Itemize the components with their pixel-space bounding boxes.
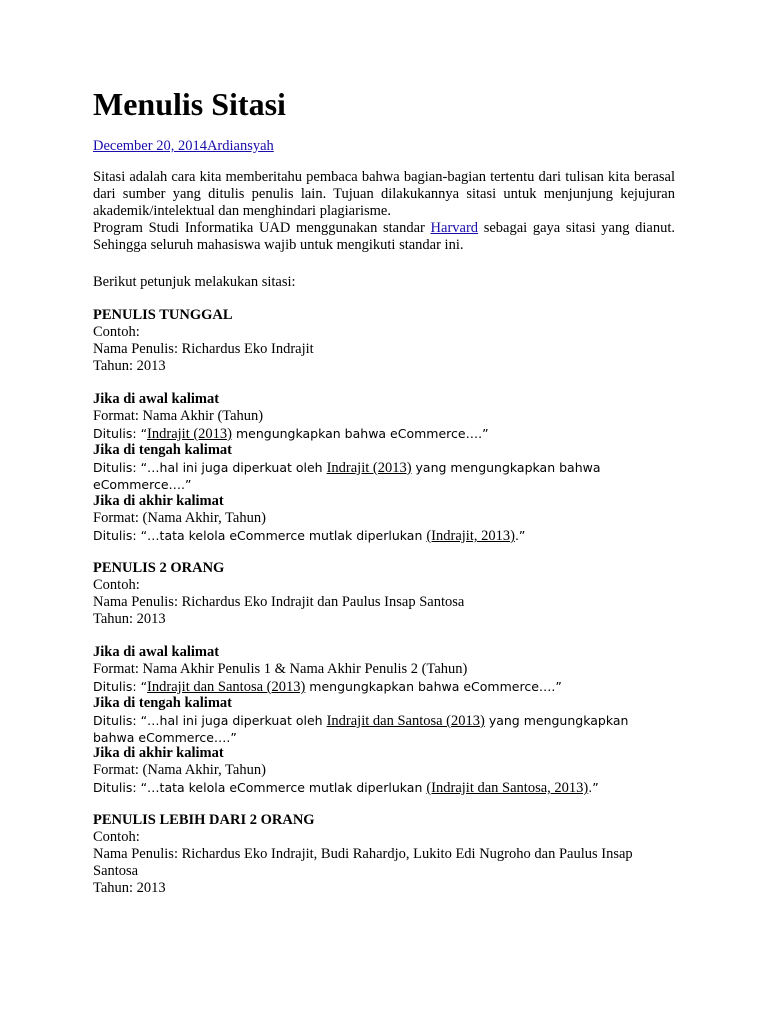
example-label: Contoh: xyxy=(93,324,140,340)
awal-heading: Jika di awal kalimat xyxy=(93,391,220,407)
awal-heading: Jika di awal kalimat xyxy=(93,644,220,660)
author-line-continued: Santosa xyxy=(93,863,139,879)
citation: Indrajit (2013) xyxy=(147,426,233,442)
citation: (Indrajit, 2013) xyxy=(426,528,515,544)
tengah-written-line2: eCommerce….” xyxy=(93,477,192,492)
akhir-heading: Jika di akhir kalimat xyxy=(93,745,224,761)
section-heading-2-orang: PENULIS 2 ORANG xyxy=(93,560,225,576)
intro-paragraph xyxy=(93,169,675,254)
awal-written: Ditulis: “Indrajit (2013) mengungkapkan bahwa eCommerce….” xyxy=(93,426,489,442)
tengah-written: Ditulis: “…hal ini juga diperkuat oleh Indrajit dan Santosa (2013) yang mengungkapkan xyxy=(93,713,629,729)
section-heading-lebih-2-orang: PENULIS LEBIH DARI 2 ORANG xyxy=(93,812,315,828)
citation: Indrajit (2013) xyxy=(326,460,412,476)
awal-written: Ditulis: “Indrajit dan Santosa (2013) mengungkapkan bahwa eCommerce….” xyxy=(93,679,562,695)
page-title: Menulis Sitasi xyxy=(93,86,286,122)
author-line: Nama Penulis: Richardus Eko Indrajit, Budi Rahardjo, Lukito Edi Nugroho dan Paulus Insap xyxy=(93,846,633,862)
akhir-heading: Jika di akhir kalimat xyxy=(93,493,224,509)
author-line: Nama Penulis: Richardus Eko Indrajit dan Paulus Insap Santosa xyxy=(93,594,465,610)
year-line: Tahun: 2013 xyxy=(93,358,166,374)
guide-intro: Berikut petunjuk melakukan sitasi: xyxy=(93,274,296,290)
year-line: Tahun: 2013 xyxy=(93,611,166,627)
intro-part2-line xyxy=(93,220,675,254)
citation: Indrajit dan Santosa (2013) xyxy=(326,713,485,729)
tengah-heading: Jika di tengah kalimat xyxy=(93,442,232,458)
post-date-link[interactable]: December 20, 2014 xyxy=(93,138,207,154)
akhir-written: Ditulis: “…tata kelola eCommerce mutlak diperlukan (Indrajit dan Santosa, 2013).” xyxy=(93,780,599,796)
section-heading-tunggal: PENULIS TUNGGAL xyxy=(93,307,233,323)
tengah-written-line2: bahwa eCommerce….” xyxy=(93,730,237,745)
example-label: Contoh: xyxy=(93,577,140,593)
awal-format: Format: Nama Akhir (Tahun) xyxy=(93,408,264,424)
tengah-heading: Jika di tengah kalimat xyxy=(93,695,232,711)
citation: Indrajit dan Santosa (2013) xyxy=(147,679,306,695)
tengah-written: Ditulis: “…hal ini juga diperkuat oleh Indrajit (2013) yang mengungkapkan bahwa xyxy=(93,460,601,476)
author-line: Nama Penulis: Richardus Eko Indrajit xyxy=(93,341,314,357)
akhir-format: Format: (Nama Akhir, Tahun) xyxy=(93,762,266,778)
example-label: Contoh: xyxy=(93,829,140,845)
citation: (Indrajit dan Santosa, 2013) xyxy=(426,780,589,796)
intro-part3: sebagai gaya sitasi yang dianut. Sehingga seluruh mahasiswa wajib untuk mengikuti standar ini. xyxy=(93,220,676,253)
awal-format: Format: Nama Akhir Penulis 1 & Nama Akhir Penulis 2 (Tahun) xyxy=(93,661,468,677)
post-author-link[interactable]: Ardiansyah xyxy=(206,138,274,154)
harvard-link[interactable]: Harvard xyxy=(430,220,479,236)
intro-part2: Program Studi Informatika UAD menggunakan standar xyxy=(93,220,425,236)
intro-part1: Sitasi adalah cara kita memberitahu pembaca bahwa bagian-bagian tertentu dari tulisan kita berasal dari sumber yang ditulis penulis lain. Tujuan dilakukannya sitasi untuk menjunjung kejujuran akademik/intelektual dan menghindari plagiarisme. xyxy=(93,169,675,219)
akhir-format: Format: (Nama Akhir, Tahun) xyxy=(93,510,266,526)
year-line: Tahun: 2013 xyxy=(93,880,166,896)
akhir-written: Ditulis: “…tata kelola eCommerce mutlak diperlukan (Indrajit, 2013).” xyxy=(93,528,526,544)
post-meta xyxy=(93,137,274,156)
